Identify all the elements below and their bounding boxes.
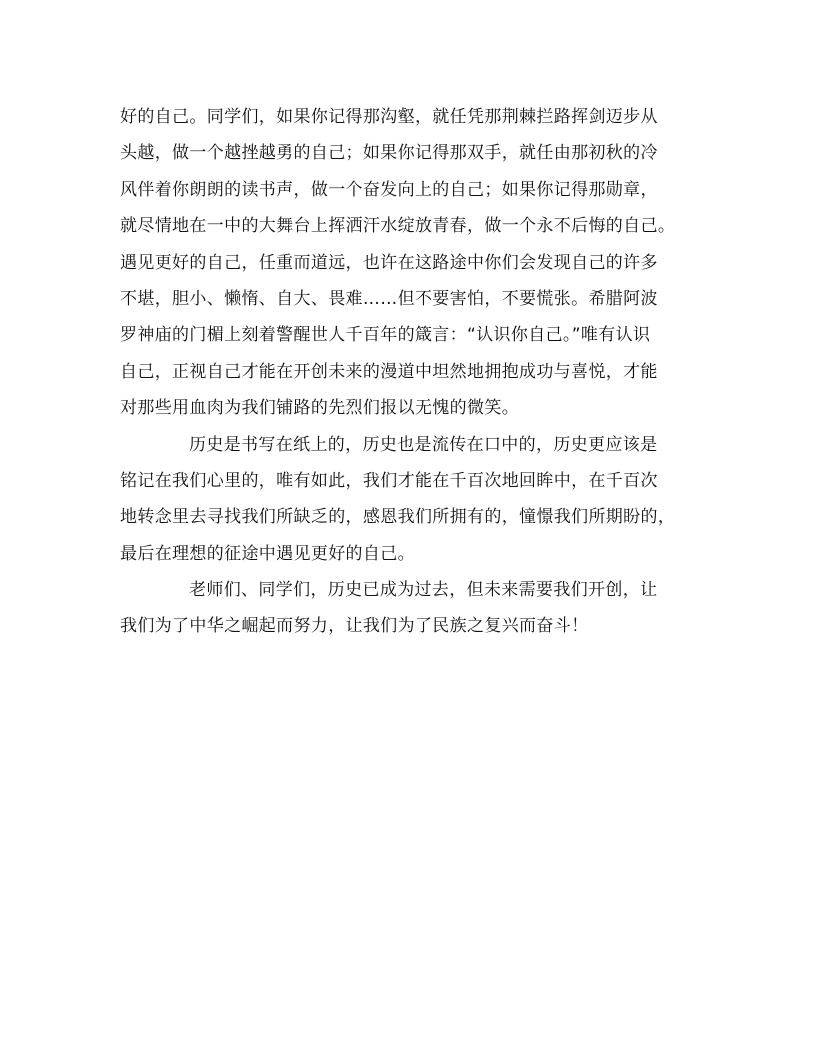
document-body	[120, 99, 700, 645]
text-line-indented: 历史是书写在纸上的，历史也是流传在口中的，历史更应该是	[189, 434, 658, 455]
paragraph-1	[120, 99, 700, 427]
text-line: 我们为了中华之崛起而努力，让我们为了民族之复兴而奋斗！	[120, 616, 589, 637]
text-line: 铭记在我们心里的，唯有如此，我们才能在千百次地回眸中，在千百次	[120, 470, 658, 491]
text-line: 对那些用血肉为我们铺路的先烈们报以无愧的微笑。	[120, 398, 520, 419]
text-line-indented: 老师们、同学们，历史已成为过去，但未来需要我们开创，让	[189, 580, 658, 601]
text-line: 罗神庙的门楣上刻着警醒世人千百年的箴言：“认识你自己。”唯有认识	[120, 325, 651, 346]
paragraph-2	[120, 427, 700, 573]
text-line: 地转念里去寻找我们所缺乏的，感恩我们所拥有的，憧憬我们所期盼的，	[120, 507, 676, 528]
text-line: 好的自己。同学们，如果你记得那沟壑，就任凭那荆棘拦路挥剑迈步从	[120, 107, 658, 127]
text-line: 最后在理想的征途中遇见更好的自己。	[120, 543, 415, 564]
text-line: 风伴着你朗朗的读书声，做一个奋发向上的自己；如果你记得那勋章，	[120, 179, 658, 200]
text-line: 头越，做一个越挫越勇的自己；如果你记得那双手，就任由那初秋的冷	[120, 143, 658, 164]
paragraph-3	[120, 572, 700, 645]
text-line: 自己，正视自己才能在开创未来的漫道中坦然地拥抱成功与喜悦，才能	[120, 361, 658, 382]
text-line: 不堪，胆小、懒惰、自大、畏难……但不要害怕，不要慌张。希腊阿波	[120, 288, 658, 309]
text-line: 遇见更好的自己，任重而道远，也许在这路途中你们会发现自己的许多	[120, 252, 658, 273]
text-line: 就尽情地在一中的大舞台上挥洒汗水绽放青春，做一个永不后悔的自己。	[120, 216, 676, 237]
